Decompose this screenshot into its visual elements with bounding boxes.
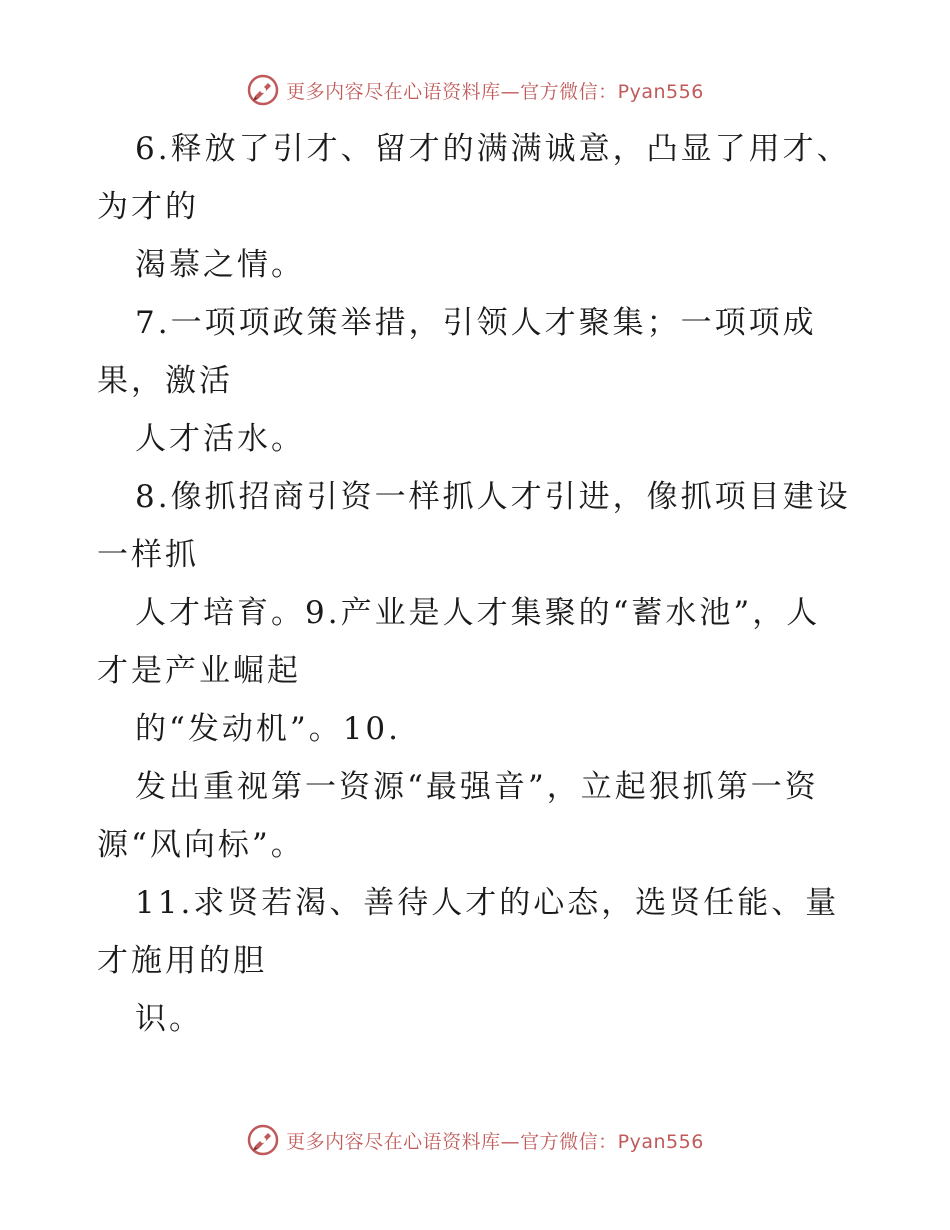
document-body [97,120,857,1048]
text-line: 才是产业崛起 [97,653,301,689]
text-line: 人才活水。 [135,421,305,457]
text-line: 为才的 [97,189,199,225]
pen-logo-icon [246,73,280,107]
pen-logo-icon [246,1123,280,1157]
text-line: 8.像抓招商引资一样抓人才引进，像抓项目建设 [135,479,851,515]
footer-banner-text: 更多内容尽在心语资料库—官方微信：Pyan556 [286,1130,704,1153]
text-line: 源“风向标”。 [97,827,305,863]
text-line: 渴慕之情。 [135,247,305,283]
text-line: 发出重视第一资源“最强音”，立起狠抓第一资 [135,769,819,805]
header-banner-text: 更多内容尽在心语资料库—官方微信：Pyan556 [286,80,704,103]
text-line: 一样抓 [97,537,199,573]
header-banner-inner [246,73,704,107]
text-line: 才施用的胆 [97,943,267,979]
footer-banner [0,1120,950,1160]
text-line: 人才培育。9.产业是人才集聚的“蓄水池”，人 [135,595,821,631]
header-banner [0,70,950,110]
text-line: 11.求贤若渴、善待人才的心态，选贤任能、量 [135,885,840,921]
text-line: 6.释放了引才、留才的满满诚意，凸显了用才、 [135,131,851,167]
text-line: 的“发动机”。10. [135,711,401,747]
text-line: 识。 [135,1001,203,1037]
footer-banner-inner [246,1123,704,1157]
text-line: 果，激活 [97,363,233,399]
text-line: 7.一项项政策举措，引领人才聚集；一项项成 [135,305,817,341]
